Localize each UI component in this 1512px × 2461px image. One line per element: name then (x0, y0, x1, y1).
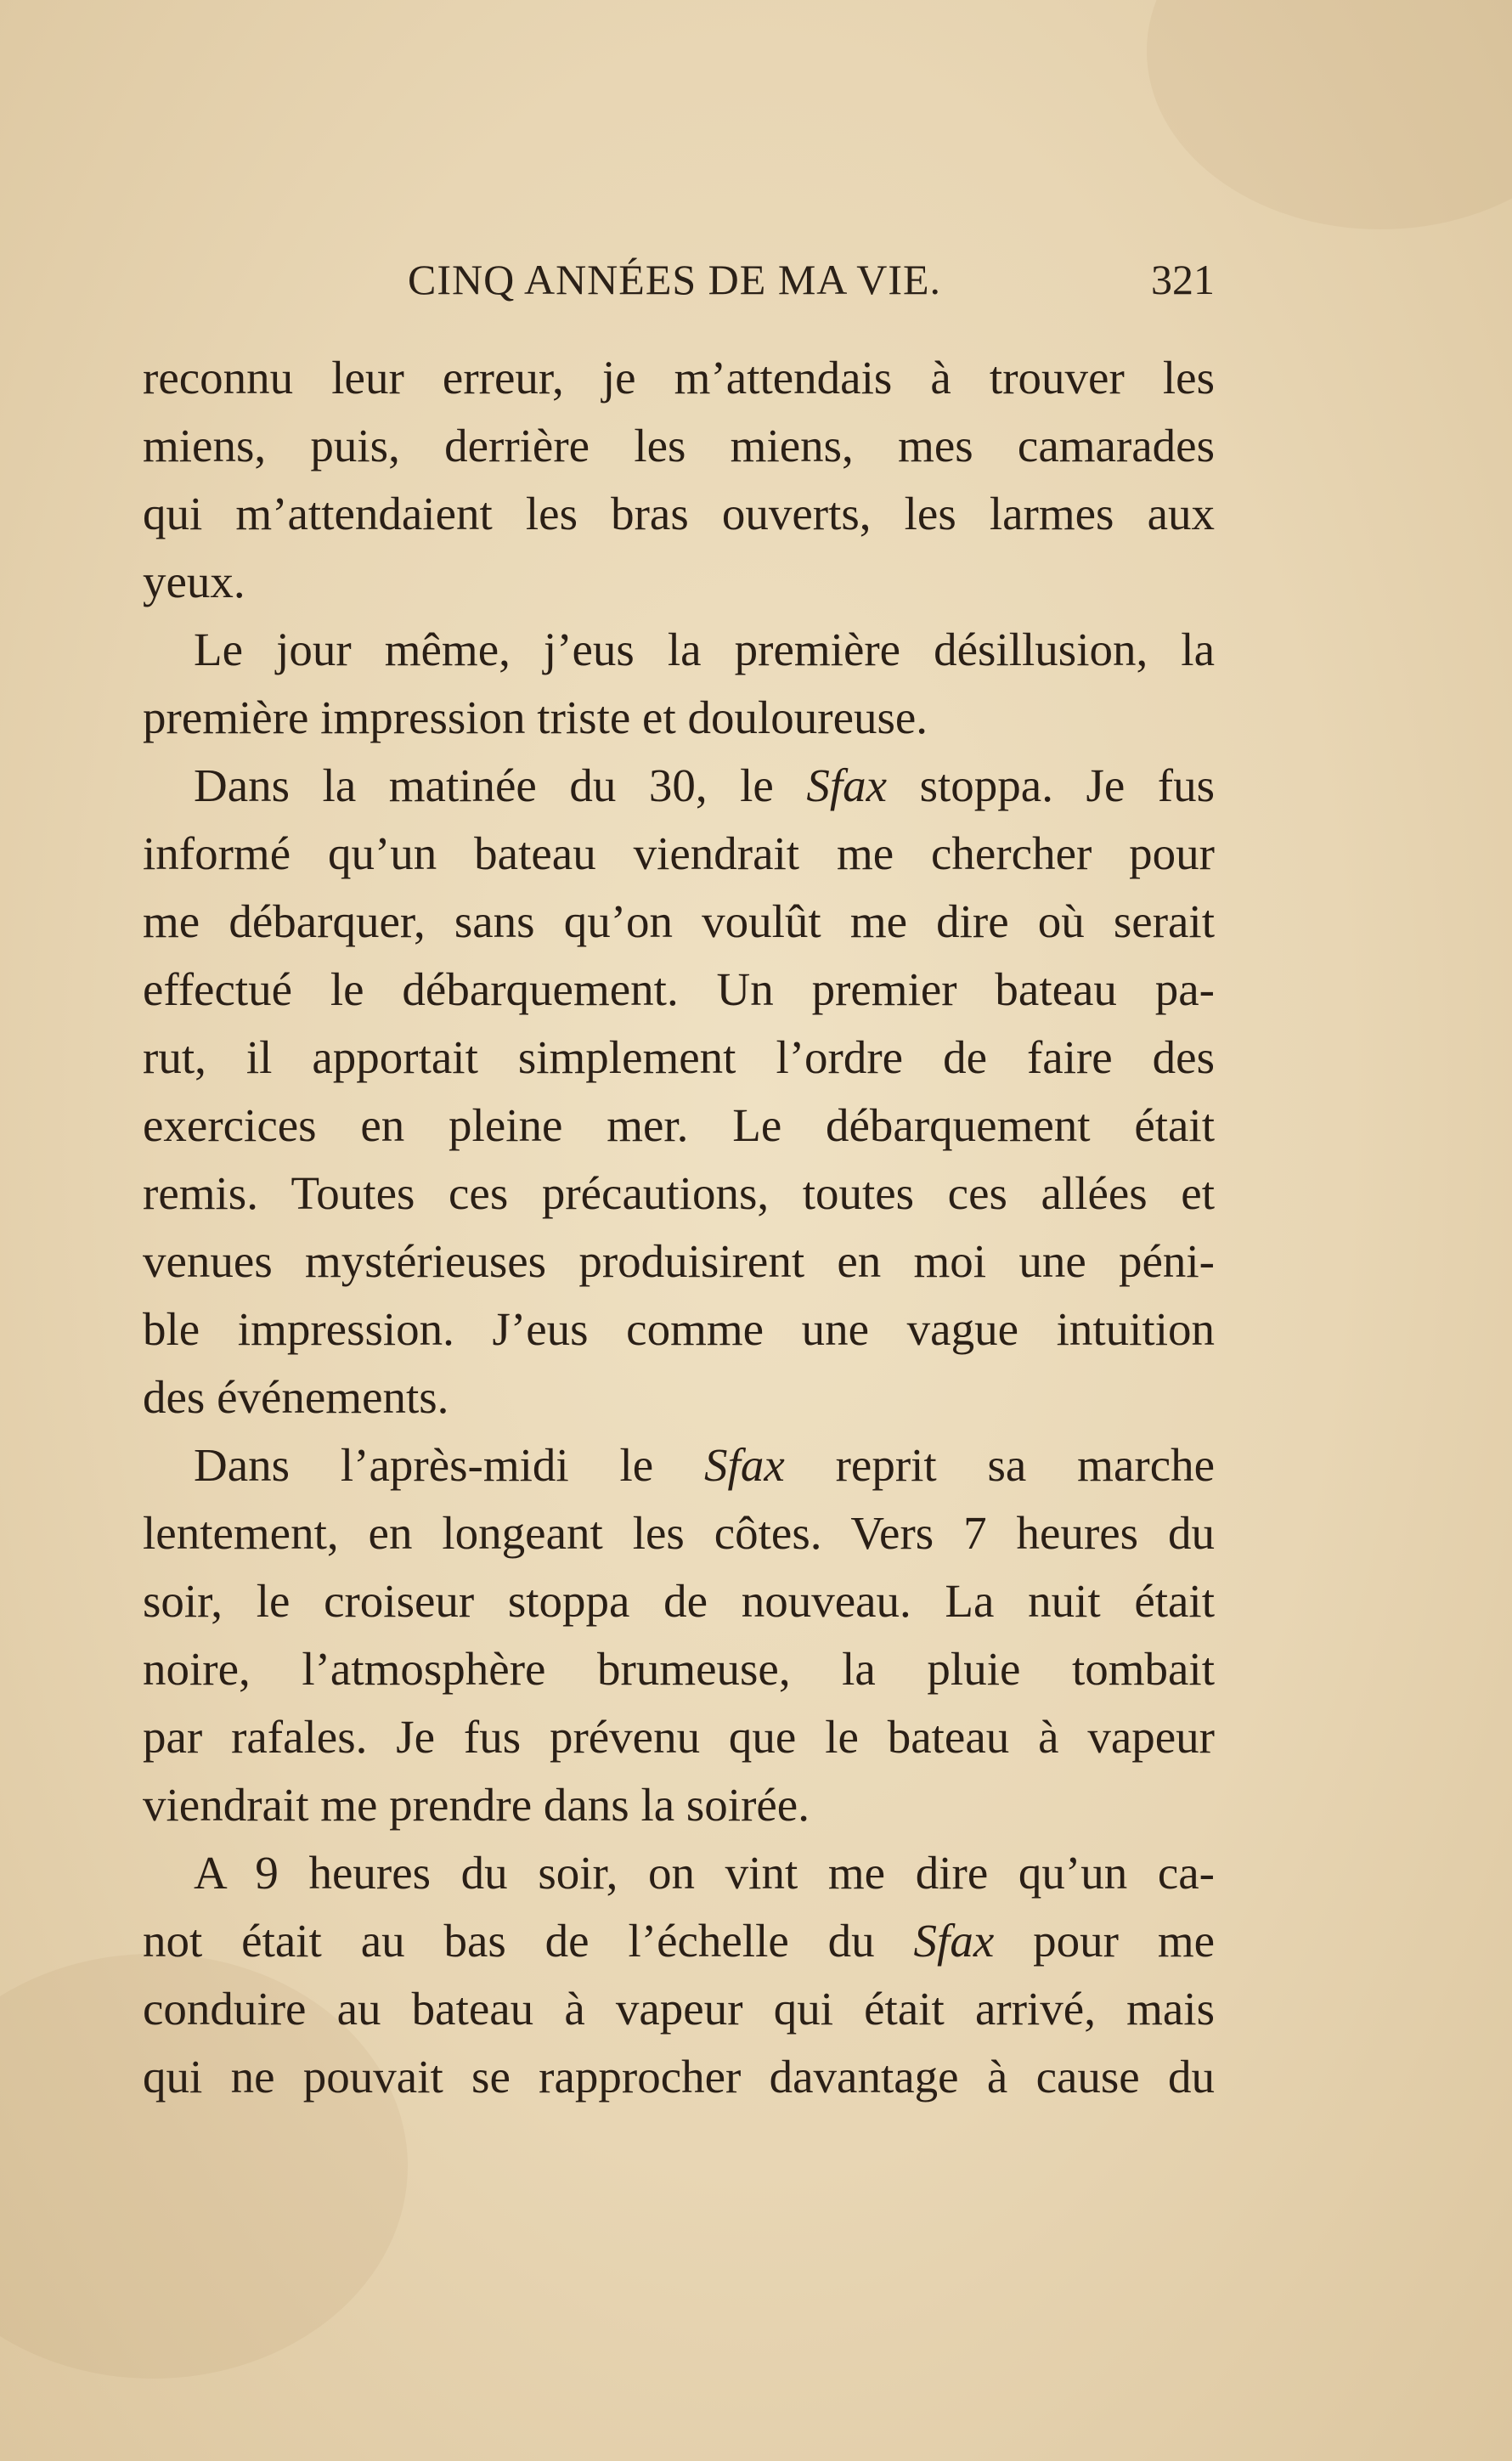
text-line: me débarquer, sans qu’on voulût me dire où serait (143, 895, 1215, 947)
text-line: des événements. (143, 1371, 449, 1423)
ship-name: Sfax (704, 1439, 785, 1491)
text-segment: pour me (1033, 1915, 1216, 1967)
text-line: ble impression. J’eus comme une vague intuition (143, 1303, 1215, 1355)
text-line: reconnu leur erreur, je m’attendais à trouver les (143, 352, 1215, 404)
text-line: remis. Toutes ces précautions, toutes ces allées et (143, 1167, 1215, 1219)
running-title: CINQ ANNÉES DE MA VIE. (408, 256, 942, 303)
text-line: lentement, en longeant les côtes. Vers 7 heures du (143, 1507, 1215, 1559)
running-head (143, 255, 1215, 314)
text-line: yeux. (143, 556, 245, 607)
text-line: viendrait me prendre dans la soirée. (143, 1779, 810, 1831)
text-line: venues mystérieuses produisirent en moi une péni- (143, 1235, 1215, 1287)
text-line: effectué le débarquement. Un premier bateau pa- (143, 963, 1215, 1015)
text-line (143, 752, 1215, 820)
text-line: miens, puis, derrière les miens, mes camarades (143, 420, 1215, 471)
text-line: qui m’attendaient les bras ouverts, les larmes aux (143, 488, 1215, 539)
page-number: 321 (1151, 256, 1215, 303)
text-line: A 9 heures du soir, on vint me dire qu’un ca- (194, 1847, 1215, 1899)
text-segment: stoppa. Je fus (919, 759, 1216, 811)
text-line: conduire au bateau à vapeur qui était arrivé, mais (143, 1983, 1215, 2035)
text-line: noire, l’atmosphère brumeuse, la pluie tombait (143, 1643, 1215, 1695)
text-line: soir, le croiseur stoppa de nouveau. La nuit était (143, 1575, 1215, 1627)
text-line: informé qu’un bateau viendrait me chercher pour (143, 827, 1215, 879)
ship-name: Sfax (806, 759, 888, 811)
text-segment: Dans l’après-midi le (194, 1439, 654, 1491)
text-line: qui ne pouvait se rapprocher davantage à cause du (143, 2051, 1215, 2103)
text-segment: Dans la matinée du 30, le (194, 759, 774, 811)
text-line: Le jour même, j’eus la première désillusion, la (194, 624, 1215, 675)
text-line: première impression triste et douloureuse. (143, 691, 928, 743)
ship-name: Sfax (913, 1915, 995, 1967)
text-line (143, 1907, 1215, 1975)
text-line (143, 1431, 1215, 1499)
paper-stain (1147, 0, 1512, 229)
text-line: par rafales. Je fus prévenu que le bateau à vapeur (143, 1711, 1215, 1763)
text-segment: reprit sa marche (835, 1439, 1216, 1491)
text-line: exercices en pleine mer. Le débarquement était (143, 1099, 1215, 1151)
text-line: rut, il apportait simplement l’ordre de faire des (143, 1031, 1215, 1083)
text-segment: not était au bas de l’échelle du (143, 1915, 875, 1967)
body-text (143, 344, 1215, 2111)
